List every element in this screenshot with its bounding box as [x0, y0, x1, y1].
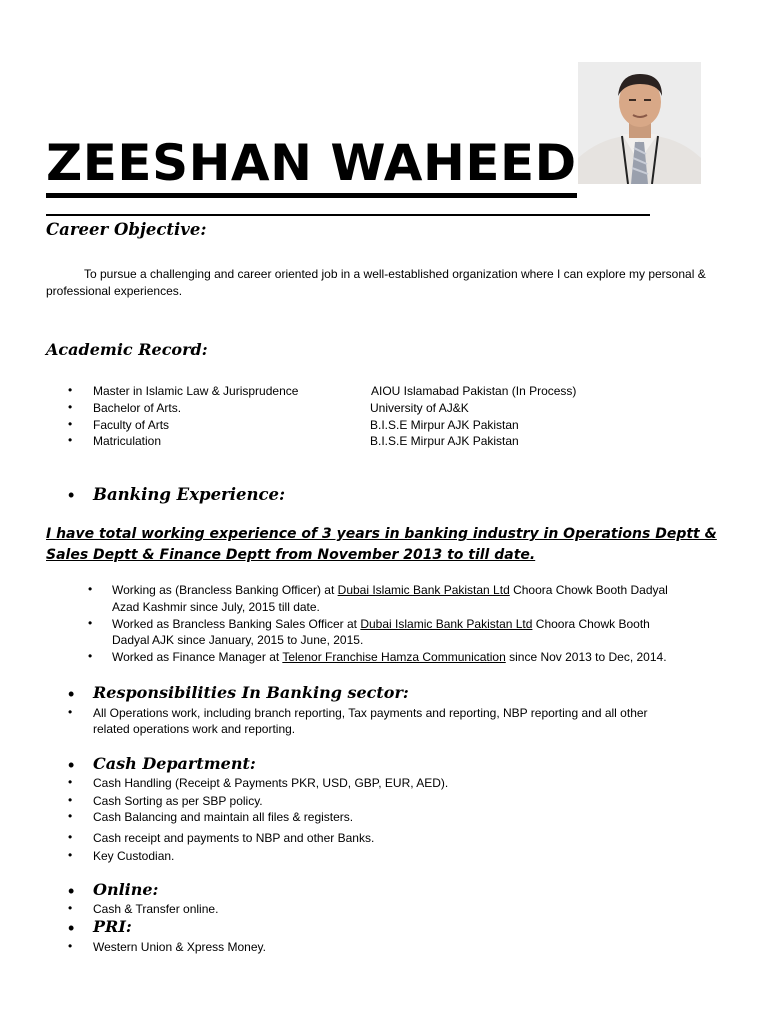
- career-objective-text: [46, 266, 726, 300]
- cash-item: Cash Balancing and maintain all files & registers.: [93, 810, 354, 824]
- job-line: Worked as Finance Manager at Telenor Franchise Hamza Communication since Nov 2013 to Dec, 2014.: [112, 650, 667, 664]
- bullet: •: [68, 848, 73, 862]
- profile-photo: [578, 62, 701, 184]
- academic-institution: University of AJ&K: [370, 401, 469, 415]
- academic-degree: Master in Islamic Law & Jurisprudence: [93, 384, 299, 398]
- career-objective-heading: Career Objective:: [46, 220, 207, 239]
- cash-department-heading: Cash Department:: [93, 754, 256, 773]
- academic-institution: B.I.S.E Mirpur AJK Pakistan: [370, 418, 519, 432]
- academic-degree: Faculty of Arts: [93, 418, 170, 432]
- employer-link: Telenor Franchise Hamza Communication: [282, 650, 506, 664]
- bullet: •: [68, 939, 73, 953]
- bullet: •: [68, 755, 75, 775]
- cash-item: Cash receipt and payments to NBP and other Banks.: [93, 831, 375, 845]
- banking-summary: I have total working experience of 3 years in banking industry in Operations Deptt & Sales Deptt & Finance Deptt from November 2013 to till date.: [46, 526, 717, 563]
- bullet: •: [68, 775, 73, 789]
- candidate-name: ZEESHAN WAHEED: [46, 133, 577, 198]
- academic-record-heading: Academic Record:: [46, 340, 208, 359]
- bullet: •: [88, 616, 93, 630]
- online-item: Cash & Transfer online.: [93, 902, 219, 916]
- academic-degree: Bachelor of Arts.: [93, 401, 182, 415]
- header-rule: [46, 214, 650, 216]
- academic-institution: B.I.S.E Mirpur AJK Pakistan: [370, 434, 519, 448]
- job-line: Working as (Brancless Banking Officer) at Dubai Islamic Bank Pakistan Ltd Choora Chowk Booth Dadyal: [112, 583, 668, 597]
- bullet: •: [88, 649, 93, 663]
- cash-item: Cash Handling (Receipt & Payments PKR, USD, GBP, EUR, AED).: [93, 776, 449, 790]
- bullet: •: [68, 901, 73, 915]
- bullet: •: [68, 830, 73, 844]
- cash-item: Key Custodian.: [93, 849, 175, 863]
- bullet: •: [68, 383, 73, 397]
- job-line-2: Dadyal AJK since January, 2015 to June, 2015.: [112, 633, 364, 647]
- banking-experience-heading: Banking Experience:: [93, 485, 286, 504]
- bullet: •: [68, 417, 73, 431]
- pri-heading: PRI:: [93, 917, 132, 936]
- bullet: •: [68, 809, 73, 823]
- academic-status: (In Process): [511, 384, 577, 398]
- job-line: Worked as Brancless Banking Sales Officer at Dubai Islamic Bank Pakistan Ltd Choora Chowk Booth: [112, 617, 650, 631]
- bullet: •: [68, 485, 75, 505]
- academic-institution: AIOU Islamabad Pakistan (In Process): [371, 384, 577, 398]
- bullet: •: [68, 793, 73, 807]
- academic-degree: Matriculation: [93, 434, 162, 448]
- bullet: •: [88, 582, 93, 596]
- online-heading: Online:: [93, 880, 159, 899]
- cash-item: Cash Sorting as per SBP policy.: [93, 794, 263, 808]
- job-line-2: Azad Kashmir since July, 2015 till date.: [112, 600, 320, 614]
- pri-item: Western Union & Xpress Money.: [93, 940, 266, 954]
- bullet: •: [68, 918, 75, 938]
- bullet: •: [68, 433, 73, 447]
- bullet: •: [68, 705, 73, 719]
- employer-link: Dubai Islamic Bank Pakistan Ltd: [337, 583, 510, 597]
- responsibilities-text: All Operations work, including branch reporting, Tax payments and reporting, NBP reporting and all other: [93, 706, 648, 720]
- responsibilities-text-2: related operations work and reporting.: [93, 722, 296, 736]
- bullet: •: [68, 684, 75, 704]
- bullet: •: [68, 881, 75, 901]
- bullet: •: [68, 400, 73, 414]
- responsibilities-heading: Responsibilities In Banking sector:: [93, 683, 409, 702]
- career-objective-body: To pursue a challenging and career oriented job in a well-established organization where I can explore my personal & professional experiences.: [46, 267, 706, 298]
- employer-link: Dubai Islamic Bank Pakistan Ltd: [360, 617, 533, 631]
